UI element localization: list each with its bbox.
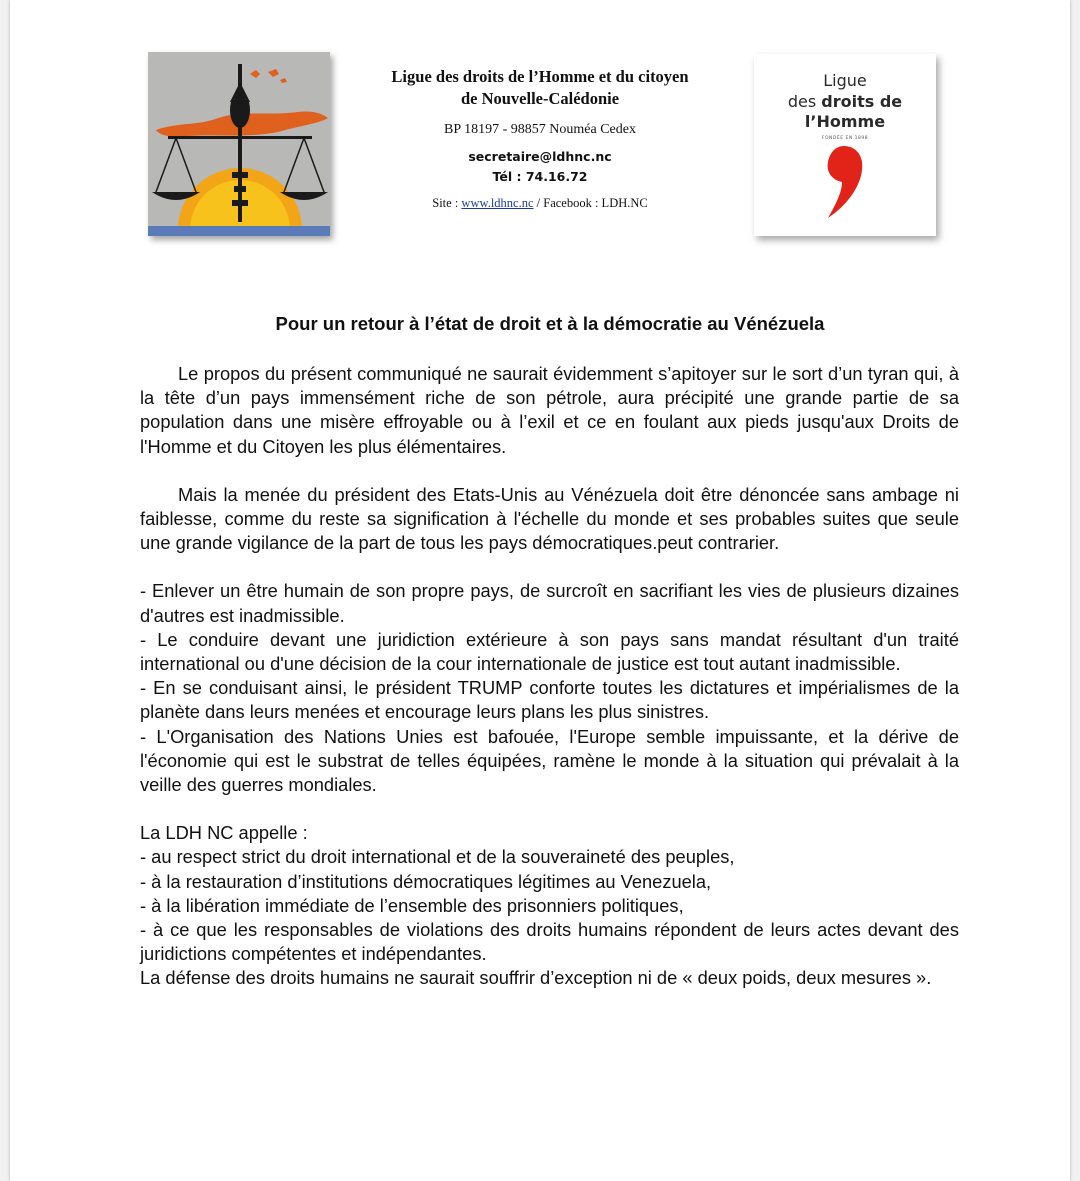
call-item-4: - à ce que les responsables de violations des droits humains répondent de leurs actes devant des juridictions compétentes et indépendantes.: [140, 919, 959, 965]
ldh-nc-logo: [148, 52, 330, 236]
closing-statement: La défense des droits humains ne saurait souffrir d’exception ni de « deux poids, deux mesures ».: [140, 967, 932, 989]
bullet-point-2: - Le conduire devant une juridiction extérieure à son pays sans mandat résultant d'un traité international ou d'une décision de la cour internationale de justice est tout autant inadmissible.: [140, 628, 959, 675]
ldh-logo-line2-prefix: des: [787, 92, 822, 111]
document-page: [10, 0, 1070, 1181]
website-link[interactable]: www.ldhnc.nc: [461, 196, 534, 210]
scales-of-justice-icon: [148, 52, 330, 236]
website-line: [340, 195, 740, 211]
red-apostrophe-icon: [822, 144, 868, 220]
contact-email: secretaire@ldhnc.nc: [468, 149, 612, 164]
ldh-logo-line3: l’Homme: [804, 112, 886, 131]
call-item-1: - au respect strict du droit international et de la souveraineté des peuples,: [140, 846, 735, 868]
site-prefix: Site :: [432, 196, 462, 210]
ldh-logo-line2: [754, 92, 936, 112]
contact-phone: Tél : 74.16.72: [492, 169, 588, 184]
document-title: Pour un retour à l’état de droit et à la démocratie au Vénézuela: [275, 313, 825, 334]
bullet-point-3: - En se conduisant ainsi, le président TRUMP conforte toutes les dictatures et impérialismes de la planète dans leurs menées et encourage leurs plans les plus sinistres.: [140, 677, 959, 723]
ldh-national-logo: [754, 54, 936, 236]
call-item-3: - à la libération immédiate de l’ensemble des prisonniers politiques,: [140, 894, 684, 916]
postal-address: BP 18197 - 98857 Nouméa Cedex: [444, 122, 636, 137]
paragraph-1: Le propos du présent communiqué ne saurait évidemment s’apitoyer sur le sort d’un tyran qui, à la tête d’un pays immensément riche de son pétrole, aura précipité une grande partie de sa population dans une misère effroyable ou à l’exil et ce en foulant aux pieds jusqu'aux Droits de l'Homme et du Citoyen les plus élémentaires.: [140, 363, 959, 457]
call-intro: La LDH NC appelle :: [140, 822, 308, 844]
organization-header: [340, 66, 740, 211]
facebook-text: / Facebook : LDH.NC: [533, 196, 648, 210]
ldh-logo-line1: Ligue: [823, 71, 867, 90]
ldh-logo-line2-bold: droits de: [821, 92, 903, 111]
document-body: [140, 362, 959, 991]
bullet-point-1: - Enlever un être humain de son propre pays, de surcroît en sacrifiant les vies de plusieurs dizaines d'autres est inadmissible.: [140, 580, 959, 626]
organization-name-line2: de Nouvelle-Calédonie: [460, 89, 620, 108]
bullet-point-4: - L'Organisation des Nations Unies est bafouée, l'Europe semble impuissante, et la dérive de l'économie qui est le substrat de telles équipées, ramène le monde à la situation qui prévalait à la veille des guerres mondiales.: [140, 725, 959, 796]
ldh-logo-founded: FONDÉE EN 1898: [821, 136, 869, 141]
call-item-2: - à la restauration d’institutions démocratiques légitimes au Venezuela,: [140, 870, 712, 892]
organization-name-line1: Ligue des droits de l’Homme et du citoyen: [391, 67, 689, 86]
paragraph-2: Mais la menée du président des Etats-Unis au Vénézuela doit être dénoncée sans ambage ni faiblesse, comme du reste sa signification à l'échelle du monde et ses probables suites que seule une grande vigilance de la part de tous les pays démocratiques.peut contrarier.: [140, 483, 959, 554]
